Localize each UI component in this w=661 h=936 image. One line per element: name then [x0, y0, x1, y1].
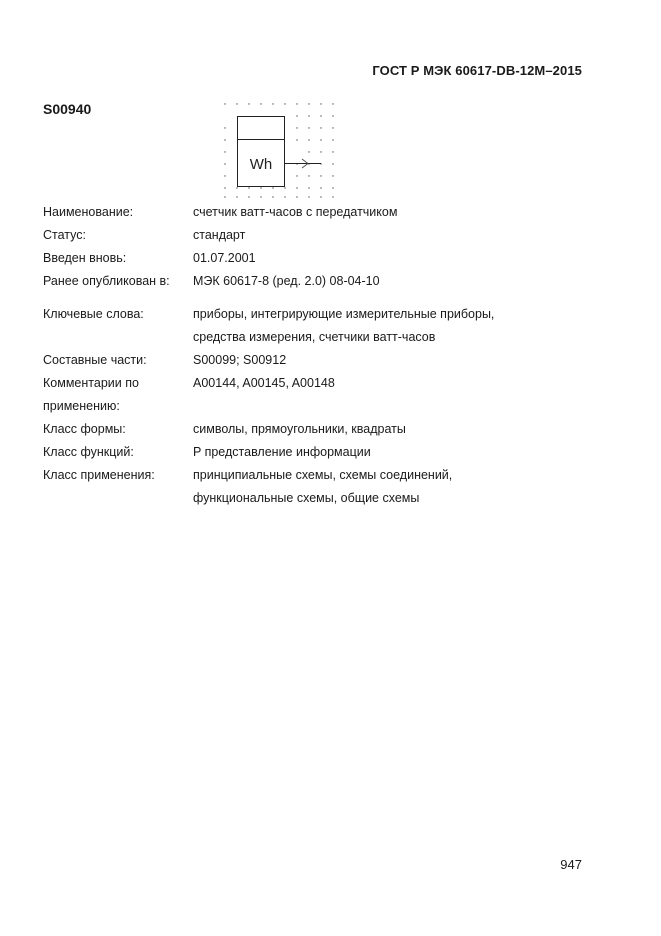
field-value: S00099; S00912 — [193, 353, 287, 367]
field-value-line: принципиальные схемы, схемы соединений, — [193, 468, 453, 482]
field-label — [43, 372, 193, 418]
field-status — [43, 224, 603, 247]
field-shape-class — [43, 418, 603, 441]
field-value: стандарт — [193, 228, 246, 242]
field-label: Класс формы: — [43, 422, 126, 436]
field-value-line: приборы, интегрирующие измерительные приборы, — [193, 307, 495, 321]
field-value: символы, прямоугольники, квадраты — [193, 422, 406, 436]
field-label: Ранее опубликован в: — [43, 274, 170, 288]
field-keywords — [43, 303, 603, 349]
symbol-figure — [222, 101, 336, 199]
standard-code-header: ГОСТ Р МЭК 60617-DB-12M–2015 — [372, 63, 582, 78]
field-label: Класс применения: — [43, 468, 155, 482]
field-value-line: функциональные схемы, общие схемы — [193, 491, 420, 505]
dot-grid — [224, 103, 333, 197]
field-label: Наименование: — [43, 205, 134, 219]
watt-hour-meter-symbol-icon — [222, 101, 336, 199]
page-number: 947 — [560, 857, 582, 872]
field-label: Класс функций: — [43, 445, 134, 459]
field-value: 01.07.2001 — [193, 251, 256, 265]
field-label: Ключевые слова: — [43, 307, 144, 321]
field-value: P представление информации — [193, 445, 371, 459]
field-label: Введен вновь: — [43, 251, 127, 265]
field-application-notes — [43, 372, 603, 418]
field-label-line: Комментарии по — [43, 376, 139, 390]
symbol-figure-label: Wh — [249, 156, 273, 173]
field-application-class — [43, 464, 603, 510]
symbol-id-title: S00940 — [43, 101, 92, 117]
field-function-class — [43, 441, 603, 464]
field-label-line: применению: — [43, 399, 120, 413]
field-value-line: средства измерения, счетчики ватт-часов — [193, 330, 436, 344]
field-value — [193, 464, 603, 510]
field-components — [43, 349, 603, 372]
symbol-attributes — [43, 201, 603, 510]
field-previously-published — [43, 270, 603, 293]
field-introduced — [43, 247, 603, 270]
field-value — [193, 303, 603, 349]
field-value: счетчик ватт-часов с передатчиком — [193, 205, 398, 219]
field-value: A00144, A00145, A00148 — [193, 376, 335, 390]
field-label: Статус: — [43, 228, 86, 242]
field-label: Составные части: — [43, 353, 147, 367]
field-value: МЭК 60617-8 (ред. 2.0) 08-04-10 — [193, 274, 380, 288]
field-name — [43, 201, 603, 224]
